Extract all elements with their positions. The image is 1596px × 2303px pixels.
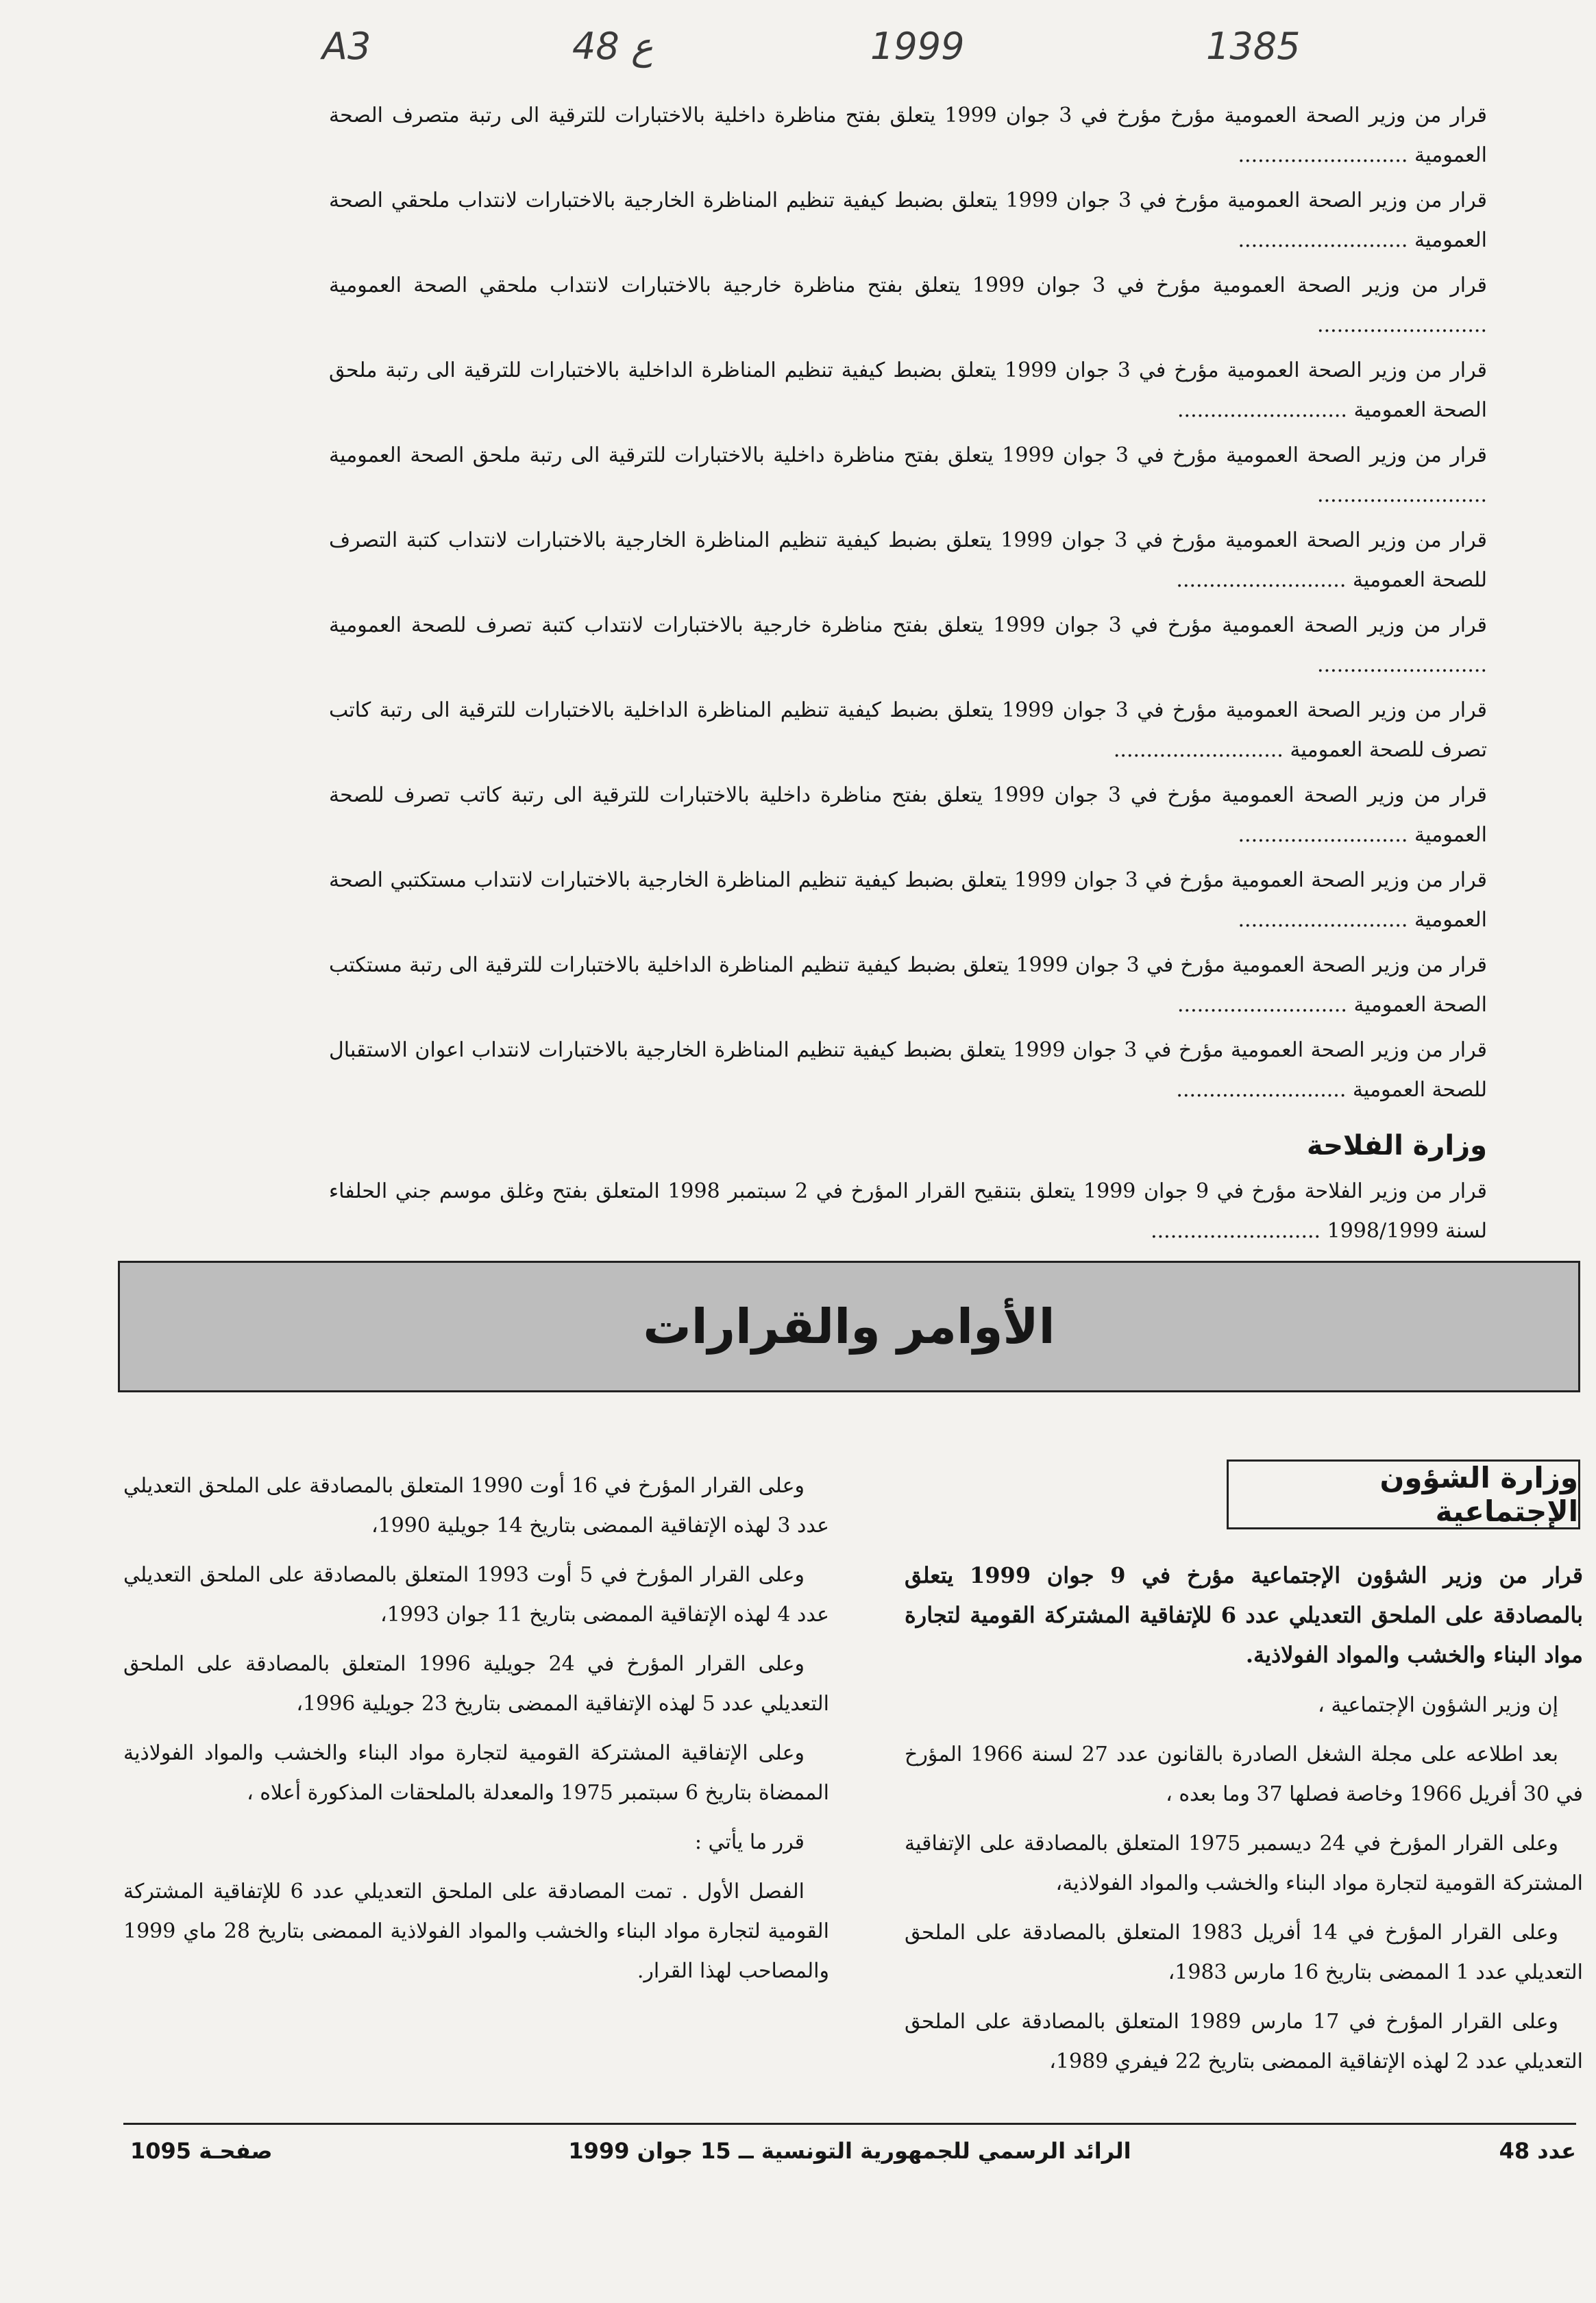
publication-title: الرائد الرسمي للجمهورية التونسية ــ 15 جوان 1999 <box>568 2138 1131 2164</box>
decree-title: قرار من وزير الشؤون الإجتماعية مؤرخ في 9 جوان 1999 يتعلق بالمصادقة على الملحق التعديلي عدد 6 للإتفاقية المشتركة القومية لتجارة مواد البناء والخشب والمواد الفولاذية. <box>905 1562 1584 1668</box>
decree-article: الفصل الأول . تمت المصادقة على الملحق التعديلي عدد 6 للإتفاقية المشتركة القومية لتجارة مواد البناء والخشب والمواد الفولاذية الممضى بتاريخ 28 ماي 1999 والمصاحب لهذا القرار. <box>123 1880 830 1983</box>
section-banner-title: الأوامر والقرارات <box>643 1298 1055 1355</box>
toc-entry: قرار من وزير الصحة العمومية مؤرخ في 3 جوان 1999 يتعلق بضبط كيفية تنظيم المناظرة الداخلية بالاختبارات للترقية الى رتبة كاتب تصرف للصحة العمومية .......................... <box>329 698 1488 762</box>
toc-entry: قرار من وزير الصحة العمومية مؤرخ في 3 جوان 1999 يتعلق بضبط كيفية تنظيم المناظرة الخارجية بالاختبارات لانتداب اعوان الاستقبال للصحة العمومية .......................... <box>329 1038 1488 1102</box>
toc-entry: قرار من وزير الصحة العمومية مؤرخ في 3 جوان 1999 يتعلق بضبط كيفية تنظيم المناظرة الداخلية بالاختبارات للترقية الى رتبة مستكتب الصحة العمومية .......................... <box>329 953 1487 1017</box>
decree-paragraph: إن وزير الشؤون الإجتماعية ، <box>1318 1693 1558 1717</box>
section-banner <box>118 1261 1580 1392</box>
page-number: صفحـة 1095 <box>130 2138 273 2164</box>
handwritten-mark-a3: A3 <box>322 25 371 68</box>
agriculture-heading: وزارة الفلاحة <box>1306 1130 1487 1161</box>
decree-paragraph: وعلى القرار المؤرخ في 24 ديسمبر 1975 المتعلق بالمصادقة على الإتفاقية المشتركة القومية لتجارة مواد البناء والخشب والمواد الفولاذية، <box>905 1832 1583 1895</box>
decree-paragraph: وعلى الإتفاقية المشتركة القومية لتجارة مواد البناء والخشب والمواد الفولاذية الممضاة بتاريخ 6 سبتمبر 1975 والمعدلة بالملحقات المذكورة أعلاه ، <box>123 1741 829 1805</box>
decree-paragraph: بعد اطلاعه على مجلة الشغل الصادرة بالقانون عدد 27 لسنة 1966 المؤرخ في 30 أفريل 1966 وخاصة فصلها 37 وما بعده ، <box>905 1742 1583 1806</box>
toc-entry: قرار من وزير الصحة العمومية مؤرخ مؤرخ في 3 جوان 1999 يتعلق بفتح مناظرة داخلية بالاختبارات للترقية الى رتبة متصرف الصحة العمومية .......................... <box>329 103 1487 167</box>
toc-entry: قرار من وزير الصحة العمومية مؤرخ في 3 جوان 1999 يتعلق بفتح مناظرة داخلية بالاختبارات للترقية الى رتبة ملحق الصحة العمومية .......................... <box>329 443 1487 507</box>
toc-entry: قرار من وزير الفلاحة مؤرخ في 9 جوان 1999 يتعلق بتنقيح القرار المؤرخ في 2 سبتمبر 1998 المتعلق بفتح وغلق موسم جني الحلفاء لسنة 1998/1999 .......................... <box>329 1179 1488 1243</box>
toc-entry: قرار من وزير الصحة العمومية مؤرخ في 3 جوان 1999 يتعلق بضبط كيفية تنظيم المناظرة الخارجية بالاختبارات لانتداب ملحقي الصحة العمومية .......................... <box>329 188 1487 252</box>
decree-paragraph: وعلى القرار المؤرخ في 5 أوت 1993 المتعلق بالمصادقة على الملحق التعديلي عدد 4 لهذه الإتفاقية الممضى بتاريخ 11 جوان 1993، <box>123 1563 829 1627</box>
decree-paragraph: وعلى القرار المؤرخ في 24 جويلية 1996 المتعلق بالمصادقة على الملحق التعديلي عدد 5 لهذه الإتفاقية الممضى بتاريخ 23 جويلية 1996، <box>123 1652 829 1716</box>
ministry-box <box>1227 1460 1580 1529</box>
toc-entry: قرار من وزير الصحة العمومية مؤرخ في 3 جوان 1999 يتعلق بفتح مناظرة خارجية بالاختبارات لانتداب كتبة تصرف للصحة العمومية .......................... <box>329 613 1487 677</box>
decree-paragraph: وعلى القرار المؤرخ في 16 أوت 1990 المتعلق بالمصادقة على الملحق التعديلي عدد 3 لهذه الإتفاقية الممضى بتاريخ 14 جويلية 1990، <box>123 1474 829 1538</box>
decree-paragraph: وعلى القرار المؤرخ في 17 مارس 1989 المتعلق بالمصادقة على الملحق التعديلي عدد 2 لهذه الإتفاقية الممضى بتاريخ 22 فيفري 1989، <box>905 2010 1583 2073</box>
table-of-contents <box>329 96 1487 1257</box>
toc-entry: قرار من وزير الصحة العمومية مؤرخ في 3 جوان 1999 يتعلق بفتح مناظرة داخلية بالاختبارات للترقية الى رتبة كاتب تصرف للصحة العمومية .......................... <box>329 783 1487 847</box>
decree-paragraph: وعلى القرار المؤرخ في 14 أفريل 1983 المتعلق بالمصادقة على الملحق التعديلي عدد 1 الممضى بتاريخ 16 مارس 1983، <box>905 1921 1583 1984</box>
handwritten-mark-number: 1385 <box>1206 25 1301 68</box>
toc-entry: قرار من وزير الصحة العمومية مؤرخ في 3 جوان 1999 يتعلق بفتح مناظرة خارجية بالاختبارات لانتداب ملحقي الصحة العمومية .......................... <box>329 273 1488 337</box>
toc-entry: قرار من وزير الصحة العمومية مؤرخ في 3 جوان 1999 يتعلق بضبط كيفية تنظيم المناظرة الخارجية بالاختبارات لانتداب كتبة التصرف للصحة العمومية .......................... <box>329 528 1487 592</box>
handwritten-mark-issue: 48 ع <box>572 25 654 68</box>
handwritten-mark-year: 1999 <box>870 25 965 68</box>
toc-entry: قرار من وزير الصحة العمومية مؤرخ في 3 جوان 1999 يتعلق بضبط كيفية تنظيم المناظرة الخارجية بالاختبارات لانتداب مستكتبي الصحة العمومية .......................... <box>329 868 1487 932</box>
ministry-title: وزارة الشؤون الإجتماعية <box>1379 1461 1578 1528</box>
decree-right-column <box>905 1555 1583 2091</box>
toc-entry: قرار من وزير الصحة العمومية مؤرخ في 3 جوان 1999 يتعلق بضبط كيفية تنظيم المناظرة الداخلية بالاختبارات للترقية الى رتبة ملحق الصحة العمومية .......................... <box>329 358 1488 422</box>
footer-divider <box>123 2123 1576 2125</box>
page-footer <box>123 2131 1576 2179</box>
decree-left-column <box>123 1466 829 2001</box>
issue-number: عدد 48 <box>1499 2138 1576 2164</box>
decree-paragraph: قرر ما يأتي : <box>694 1830 805 1854</box>
